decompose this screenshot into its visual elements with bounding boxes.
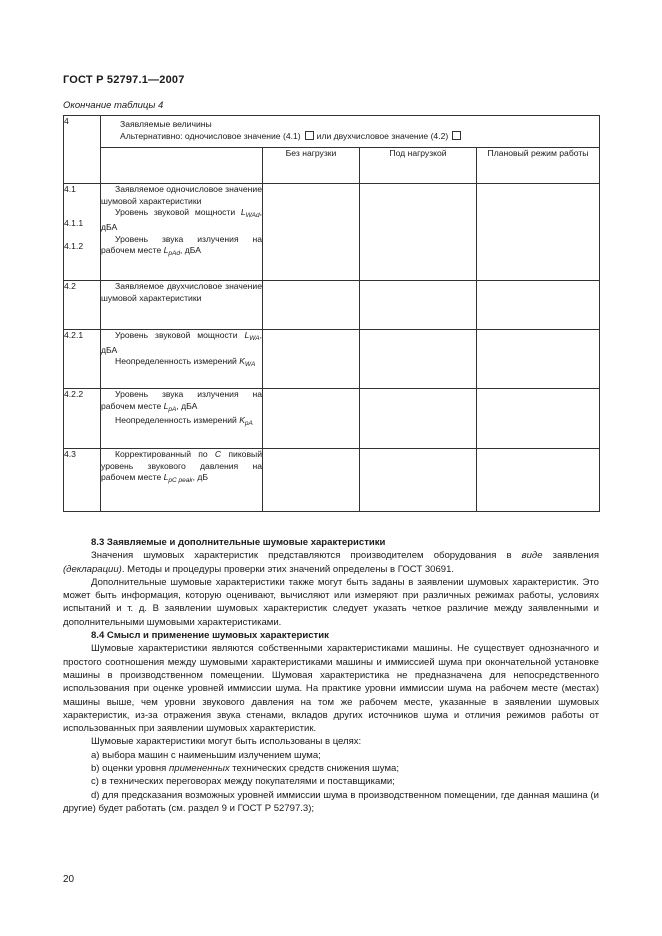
col-header-under-load: Под нагрузкой bbox=[360, 148, 477, 184]
row-number bbox=[64, 184, 101, 281]
value-cell bbox=[360, 184, 477, 281]
col-header-no-load: Без нагрузки bbox=[263, 148, 360, 184]
col-header-planned-mode: Плановый режим работы bbox=[477, 148, 600, 184]
desc-dual-value: Заявляемое двухчисловое значение шумовой характеристики bbox=[101, 281, 262, 303]
value-cell bbox=[360, 449, 477, 512]
value-cell bbox=[360, 281, 477, 330]
row-description bbox=[101, 389, 263, 449]
declared-values-header bbox=[101, 116, 600, 148]
desc-single-value: Заявляемое одночисловое значение шумовой характеристики bbox=[101, 184, 262, 206]
desc-emission-level: Уровень звука излучения на рабочем месте $L_{pA}$, дБА bbox=[101, 389, 262, 413]
list-item: а) выбора машин с наименьшим излучением шума; bbox=[91, 749, 321, 761]
desc-sound-power: Уровень звуковой мощности $L_{WA}$, дБА bbox=[101, 330, 262, 355]
row-number-4-1: 4.1 bbox=[64, 184, 76, 195]
alt-mid: или двухчисловое значение (4.2) bbox=[316, 130, 449, 141]
row-description bbox=[101, 330, 263, 389]
desc-peak-level: Корректированный по C пиковый уровень звукового давления на рабочем месте $L_{pC peak}$, дБ bbox=[101, 449, 262, 485]
value-cell bbox=[477, 281, 600, 330]
desc-uncertainty: Неопределенность измерений $K_{pA}$ bbox=[115, 415, 253, 428]
list-item: c) в технических переговорах между покупателями и поставщиками; bbox=[91, 776, 395, 788]
declared-values-table bbox=[63, 115, 600, 512]
table-row bbox=[64, 148, 600, 184]
section-heading-8-3: 8.3 Заявляемые и дополнительные шумовые характеристики bbox=[91, 537, 386, 548]
blank-cell bbox=[101, 148, 263, 184]
body-text bbox=[63, 536, 599, 815]
desc-emission-level: Уровень звука излучения на рабочем месте $L_{pAd}$, дБА bbox=[101, 233, 262, 258]
table-row bbox=[64, 184, 600, 281]
value-cell bbox=[263, 281, 360, 330]
checkbox-icon bbox=[305, 131, 314, 140]
row-number: 4 bbox=[64, 116, 101, 184]
document-header: ГОСТ Р 52797.1—2007 bbox=[63, 74, 185, 86]
row-number: 4.3 bbox=[64, 449, 101, 512]
value-cell bbox=[477, 389, 600, 449]
row-number-4-1-2: 4.1.2 bbox=[64, 241, 84, 252]
value-cell bbox=[263, 330, 360, 389]
paragraph: Шумовые характеристики являются собственными характеристиками машины. Не существует однозначного и простого соотношения между шумовыми характеристиками машины и иммиссией шума при окончательной установке машины в производственном помещении. Шумовая характеристика не предназначена для непосредственного использования при оценке уровней иммиссии шума. На практике уровни иммиссии шума на рабочем месте (местах) машины выше, чем уровни звукового давления на том же рабочем месте, указанные в заявлении шумовых характеристик, из-за отражения звука стенами, вкладов других источников шума и отличия режимов работы от использованных при заявлении шумовых характеристик. bbox=[63, 643, 599, 735]
row-number: 4.2.2 bbox=[64, 389, 101, 449]
paragraph: Шумовые характеристики могут быть использованы в целях: bbox=[91, 736, 362, 748]
paragraph: Дополнительные шумовые характеристики также могут быть заданы в заявлении шумовых характеристик. Это может быть информация, которую оценивают, вычисляют или измеряют при различных режимах работы, условиях испытаний и т. д. В заявлении шумовых характеристик следует указать четкое различие между заявленными и дополнительными шумовыми характеристиками. bbox=[63, 576, 599, 628]
list-item: d) для предсказания возможных уровней иммиссии шума в производственном помещении, где данная машина (и другие) будет работать (см. раздел 9 и ГОСТ Р 52797.3); bbox=[63, 789, 599, 814]
value-cell bbox=[263, 389, 360, 449]
desc-sound-power: Уровень звуковой мощности $L_{WAd}$, дБА bbox=[101, 207, 262, 232]
value-cell bbox=[263, 184, 360, 281]
value-cell bbox=[477, 184, 600, 281]
row-description bbox=[101, 449, 263, 512]
paragraph: Значения шумовых характеристик представляются производителем оборудования в виде заявления (декларации). Методы и процедуры проверки этих значений определены в ГОСТ 30691. bbox=[63, 550, 599, 575]
value-cell bbox=[263, 449, 360, 512]
table-caption: Окончание таблицы 4 bbox=[63, 100, 164, 111]
row-number: 4.2 bbox=[64, 281, 101, 330]
row-description bbox=[101, 281, 263, 330]
table-row bbox=[64, 330, 600, 389]
value-cell bbox=[360, 389, 477, 449]
value-cell bbox=[477, 449, 600, 512]
list-item: b) оценки уровня примененных технических средств снижения шума; bbox=[91, 763, 399, 775]
table-row bbox=[64, 389, 600, 449]
alt-prefix: Альтернативно: одночисловое значение (4.1) bbox=[120, 130, 301, 141]
alternative-line bbox=[120, 131, 595, 143]
section-heading-8-4: 8.4 Смысл и применение шумовых характеристик bbox=[91, 630, 329, 642]
declared-values-title: Заявляемые величины bbox=[120, 119, 212, 129]
desc-uncertainty: Неопределенность измерений $K_{WA}$ bbox=[115, 356, 256, 369]
value-cell bbox=[477, 330, 600, 389]
table-row bbox=[64, 116, 600, 148]
table-row bbox=[64, 281, 600, 330]
row-number-4-1-1: 4.1.1 bbox=[64, 217, 84, 228]
checkbox-icon bbox=[452, 131, 461, 140]
value-cell bbox=[360, 330, 477, 389]
row-number: 4.2.1 bbox=[64, 330, 101, 389]
page-number: 20 bbox=[63, 874, 75, 885]
row-description bbox=[101, 184, 263, 281]
table-row bbox=[64, 449, 600, 512]
